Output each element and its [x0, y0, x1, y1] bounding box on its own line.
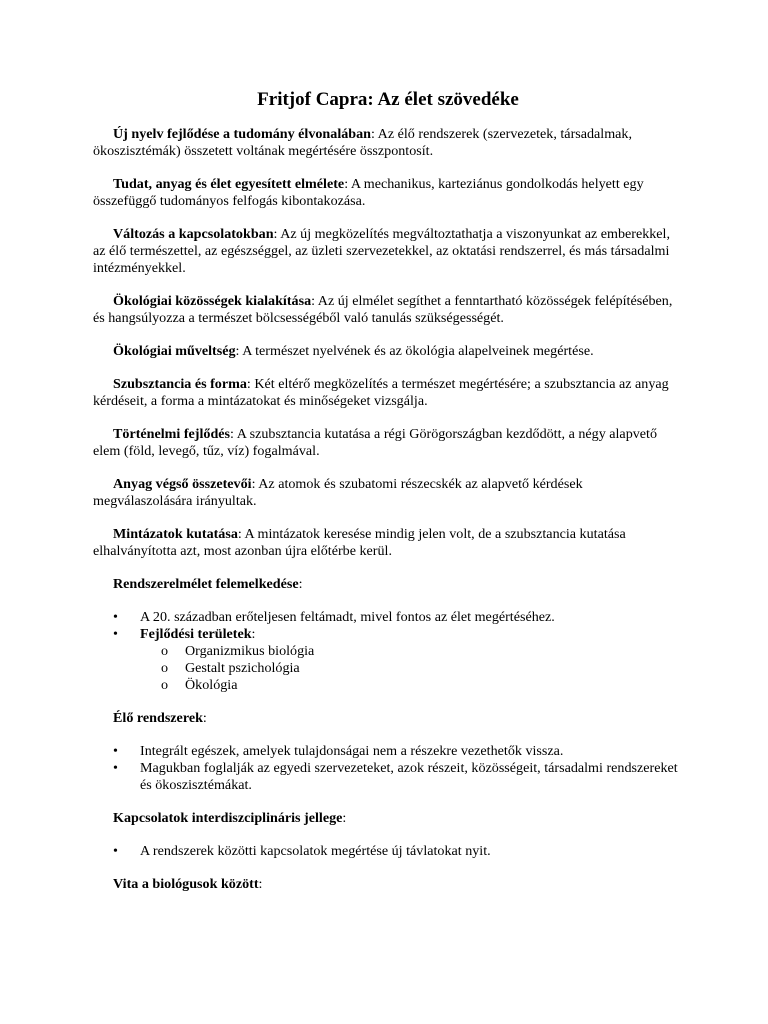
paragraph-text: : Két eltérő megközelítés a természet megértésére; a szubsztancia az anyag kérdéseit, a forma a mintázatokat és minőségeket vizsgálja. — [93, 376, 669, 409]
bullet-icon: • — [113, 626, 118, 642]
paragraph-text: : A mintázatok keresése mindig jelen volt, de a szubsztancia kutatása elhalványította azt, most azonban újra előtérbe kerül. — [93, 526, 626, 559]
heading-colon: : — [258, 876, 263, 892]
bullet-item — [93, 626, 683, 694]
paragraph-lead: Történelmi fejlődés — [113, 426, 231, 442]
paragraph-text: : A szubsztancia kutatása a régi Görögországban kezdődött, a négy alapvető elem (föld, levegő, tűz, víz) fogalmával. — [93, 426, 657, 459]
paragraph — [93, 476, 683, 510]
bullet-item — [93, 743, 683, 760]
paragraph-lead: Változás a kapcsolatokban — [113, 226, 274, 242]
paragraph-lead: Új nyelv fejlődése a tudomány élvonalában — [113, 126, 372, 142]
heading-colon: : — [298, 576, 303, 592]
section-heading — [113, 876, 683, 893]
section-list — [93, 576, 683, 893]
bullet-text: Integrált egészek, amelyek tulajdonságai nem a részekre vezethetők vissza. — [140, 743, 564, 759]
bullet-icon: • — [113, 760, 118, 776]
bullet-text: A 20. században erőteljesen feltámadt, mivel fontos az élet megértéséhez. — [140, 609, 555, 625]
sub-item — [93, 643, 683, 660]
paragraph-text: : A mechanikus, karteziánus gondolkodás helyett egy összefüggő tudományos felfogás kibontakozása. — [93, 176, 644, 209]
document-page — [93, 88, 683, 909]
paragraph-lead: Szubsztancia és forma — [113, 376, 247, 392]
heading-colon: : — [342, 810, 347, 826]
sub-item — [93, 660, 683, 677]
bullet-text: Magukban foglalják az egyedi szervezeteket, azok részeit, közösségeit, társadalmi rendszereket és ökoszisztémákat. — [140, 760, 678, 793]
bullet-text: A rendszerek közötti kapcsolatok megértése új távlatokat nyit. — [140, 843, 491, 859]
section-heading-label: Rendszerelmélet felemelkedése — [113, 576, 299, 592]
bullet-item — [93, 609, 683, 626]
bullet-icon: • — [113, 609, 118, 625]
paragraph-text: : Az új megközelítés megváltoztathatja a viszonyunkat az emberekkel, az élő természettel, az egészséggel, az üzleti szervezetekkel, az oktatási rendszerrel, és más társadalmi intézményekkel. — [93, 226, 670, 276]
sub-bullet-icon: o — [161, 677, 169, 693]
sub-item-text: Organizmikus biológia — [185, 643, 315, 659]
paragraph-text: : Az élő rendszerek (szervezetek, társadalmak, ökoszisztémák) összetett voltának megértésére összpontosít. — [93, 126, 633, 159]
paragraph-list — [93, 126, 683, 560]
bullet-item — [93, 843, 683, 860]
bullet-item — [93, 760, 683, 794]
bullet-text: : — [251, 626, 256, 642]
paragraph — [93, 176, 683, 210]
paragraph-text: : Az atomok és szubatomi részecskék az alapvető kérdések megválaszolására irányultak. — [93, 476, 583, 509]
paragraph-lead: Ökológiai közösségek kialakítása — [113, 293, 312, 309]
paragraph-lead: Ökológiai műveltség — [113, 343, 236, 359]
paragraph — [93, 293, 683, 327]
sub-item — [93, 677, 683, 694]
section-heading-label: Kapcsolatok interdiszciplináris jellege — [113, 810, 343, 826]
paragraph — [93, 376, 683, 410]
paragraph — [93, 226, 683, 277]
sub-list — [140, 643, 683, 694]
paragraph — [93, 426, 683, 460]
paragraph — [93, 343, 683, 360]
paragraph-lead: Mintázatok kutatása — [113, 526, 238, 542]
bullet-list — [93, 743, 683, 794]
heading-colon: : — [202, 710, 207, 726]
bullet-icon: • — [113, 843, 118, 859]
section-heading-label: Vita a biológusok között — [113, 876, 259, 892]
sub-bullet-icon: o — [161, 660, 169, 676]
paragraph — [93, 126, 683, 160]
bullet-list — [93, 843, 683, 860]
section-heading-label: Élő rendszerek — [113, 710, 203, 726]
section-heading — [113, 710, 683, 727]
bullet-list — [93, 609, 683, 694]
paragraph-text: : Az új elmélet segíthet a fenntartható közösségek felépítésében, és hangsúlyozza a természet bölcsességéből való tanulás szükségességét. — [93, 293, 673, 326]
paragraph-lead: Anyag végső összetevői — [113, 476, 252, 492]
section-heading — [113, 810, 683, 827]
sub-item-text: Gestalt pszichológia — [185, 660, 300, 676]
bullet-icon: • — [113, 743, 118, 759]
sub-item-text: Ökológia — [185, 677, 238, 693]
paragraph-text: : A természet nyelvének és az ökológia alapelveinek megértése. — [235, 343, 594, 359]
sub-bullet-icon: o — [161, 643, 169, 659]
section-heading — [113, 576, 683, 593]
paragraph — [93, 526, 683, 560]
paragraph-lead: Tudat, anyag és élet egyesített elmélete — [113, 176, 345, 192]
bullet-bold: Fejlődési területek — [140, 626, 252, 642]
document-title: Fritjof Capra: Az élet szövedéke — [257, 89, 519, 110]
